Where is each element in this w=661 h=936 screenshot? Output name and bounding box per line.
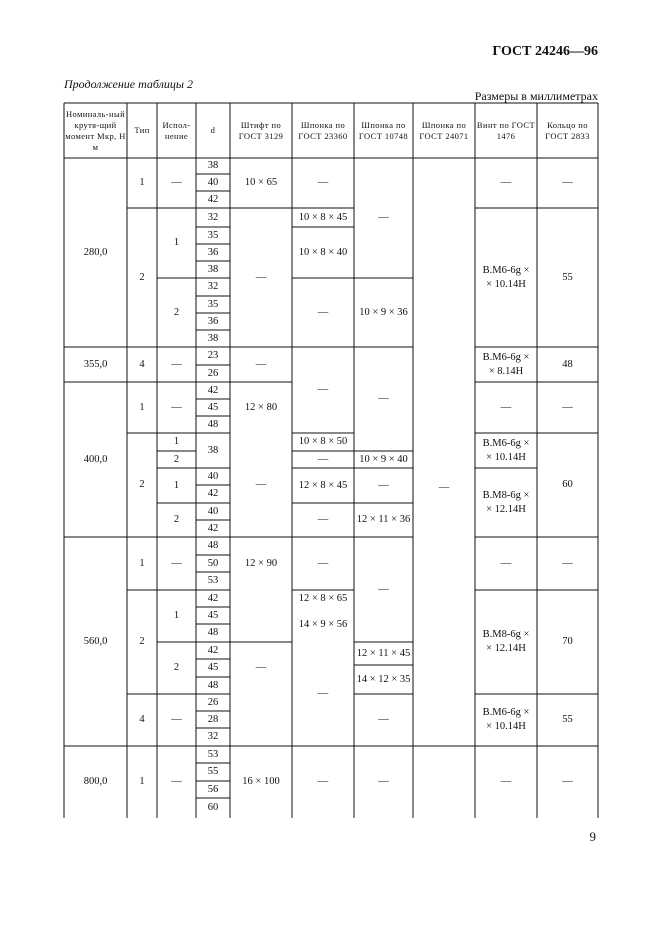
ring-cell: 48: [562, 358, 573, 370]
header-screw: Винт по ГОСТ 1476: [476, 119, 536, 141]
key23360-cell: —: [317, 514, 329, 525]
screw-cell: —: [500, 557, 512, 569]
key10748-cell: 10 × 9 × 40: [359, 453, 408, 465]
d-cell: 53: [207, 748, 219, 760]
d-cell: 42: [207, 488, 219, 499]
pin-cell: 12 × 80: [244, 401, 278, 413]
key10748-cell: 14 × 12 × 35: [356, 673, 411, 685]
key23360-cell: —: [317, 453, 329, 465]
ring-cell: —: [562, 776, 573, 787]
screw-cell: В.М8-6g × × 12.14Н: [482, 489, 530, 515]
execution-cell: —: [171, 177, 182, 188]
execution-cell: 1: [173, 610, 180, 621]
header-pin: Штифт по ГОСТ 3129: [238, 119, 284, 141]
key10748-cell: —: [378, 212, 389, 223]
d-cell: 38: [207, 263, 219, 275]
d-cell: 35: [207, 229, 219, 241]
key23360-cell: —: [317, 384, 329, 395]
screw-cell: —: [500, 177, 512, 188]
d-cell: 48: [207, 679, 219, 691]
key23360-cell: 10 × 8 × 45: [298, 211, 348, 223]
type-cell: 4: [139, 714, 145, 725]
key10748-cell: —: [378, 714, 389, 725]
d-cell: 48: [207, 540, 219, 551]
header-execution: Испол-нение: [162, 119, 191, 141]
ring-cell: 55: [562, 714, 573, 725]
pin-cell: 10 × 65: [244, 177, 278, 188]
pin-cell: 12 × 90: [244, 557, 278, 569]
torque-560: 560,0: [83, 635, 108, 647]
ring-cell: 70: [562, 636, 573, 647]
ring-cell: —: [562, 557, 573, 569]
d-cell: 32: [207, 731, 219, 742]
torque-400: 400,0: [83, 453, 108, 465]
torque-355: 355,0: [83, 358, 108, 370]
type-cell: 1: [139, 177, 145, 188]
d-cell: 28: [207, 713, 219, 725]
pin-cell: —: [255, 479, 267, 490]
execution-cell: 2: [173, 453, 180, 465]
key10748-cell: —: [378, 479, 389, 491]
d-cell: 60: [207, 802, 219, 813]
execution-cell: —: [171, 714, 182, 725]
d-cell: 56: [207, 783, 219, 795]
d-cell: 55: [207, 766, 219, 777]
header-key-10748: Шпонка по ГОСТ 10748: [358, 119, 409, 141]
d-cell: 38: [207, 160, 219, 171]
d-cell: 23: [207, 350, 219, 361]
key23360-cell: —: [317, 306, 329, 318]
type-cell: 1: [139, 401, 145, 413]
execution-cell: 1: [173, 436, 180, 447]
execution-cell: 1: [173, 479, 180, 491]
key23360-cell: 10 × 8 × 40: [298, 246, 348, 258]
d-cell: 36: [207, 246, 219, 258]
d-cell: 42: [207, 522, 219, 534]
screw-cell: В.М6-6g × × 8.14Н: [482, 351, 530, 377]
header-key-24071: Шпонка по ГОСТ 24071: [419, 119, 469, 141]
key10748-cell: 10 × 9 × 36: [359, 306, 408, 318]
type-cell: 2: [139, 271, 145, 283]
screw-cell: В.М6-6g × × 10.14Н: [482, 437, 530, 463]
d-cell: 38: [207, 332, 219, 344]
type-cell: 1: [139, 776, 145, 787]
header-d: d: [210, 125, 216, 135]
d-cell: 48: [207, 418, 219, 430]
ring-cell: —: [562, 401, 573, 413]
d-cell: 53: [207, 575, 219, 586]
pin-cell: —: [255, 271, 267, 283]
d-cell: 36: [207, 315, 219, 327]
key23360-cell: —: [317, 557, 329, 569]
d-cell: 26: [207, 367, 219, 379]
pin-cell: —: [255, 662, 267, 673]
d-cell: 38: [207, 444, 219, 456]
header-ring: Кольцо по ГОСТ 2833: [545, 119, 590, 141]
ring-cell: 60: [562, 479, 573, 490]
d-cell: 50: [207, 557, 219, 569]
screw-cell: —: [500, 401, 512, 413]
execution-cell: —: [171, 557, 182, 569]
d-cell: 42: [207, 592, 219, 604]
key10748-cell: —: [378, 393, 389, 404]
execution-cell: —: [171, 401, 182, 413]
execution-cell: —: [171, 776, 182, 787]
key23360-cell: 10 × 8 × 50: [298, 436, 348, 447]
d-cell: 35: [207, 298, 219, 310]
key23360-cell: —: [317, 177, 329, 188]
key23360-cell: —: [317, 776, 329, 787]
key24071-cell: —: [438, 482, 450, 493]
type-cell: 2: [139, 479, 145, 490]
torque-800: 800,0: [83, 776, 108, 787]
screw-cell: В.М8-6g × × 12.14Н: [482, 629, 530, 654]
key10748-cell: 12 × 11 × 45: [356, 647, 411, 659]
table-caption: Продолжение таблицы 2: [64, 77, 194, 91]
key10748-cell: —: [378, 776, 389, 787]
d-cell: 40: [207, 505, 219, 517]
execution-cell: 2: [173, 662, 180, 673]
key23360-cell: —: [317, 688, 329, 699]
execution-cell: 2: [173, 306, 180, 318]
document-code: ГОСТ 24246—96: [492, 44, 598, 59]
d-cell: 42: [207, 193, 219, 205]
d-cell: 42: [207, 384, 219, 396]
d-cell: 48: [207, 627, 219, 638]
d-cell: 45: [207, 401, 219, 413]
type-cell: 2: [139, 636, 145, 647]
torque-280: 280,0: [83, 246, 108, 258]
screw-cell: В.М6-6g × × 10.14Н: [482, 264, 530, 290]
d-cell: 40: [207, 470, 219, 482]
d-cell: 40: [207, 176, 219, 188]
header-type: Тип: [134, 125, 150, 135]
header-torque: Номиналь-ный крутя-щий момент Мкр, Н м: [65, 108, 126, 152]
d-cell: 45: [207, 662, 219, 673]
d-cell: 32: [207, 211, 219, 223]
type-cell: 4: [139, 358, 145, 370]
units-note: Размеры в миллиметрах: [474, 89, 598, 103]
execution-cell: 2: [173, 514, 180, 525]
key23360-cell: 14 × 9 × 56: [298, 618, 348, 630]
execution-cell: —: [171, 358, 182, 370]
d-cell: 45: [207, 609, 219, 621]
key10748-cell: 12 × 11 × 36: [356, 514, 411, 525]
header-key-23360: Шпонка по ГОСТ 23360: [298, 119, 348, 141]
key23360-cell: 12 × 8 × 45: [298, 479, 348, 491]
page-number: 9: [589, 829, 596, 844]
d-cell: 26: [207, 696, 219, 708]
key10748-cell: —: [378, 583, 389, 595]
pin-cell: —: [255, 358, 267, 370]
screw-cell: —: [500, 776, 512, 787]
pin-cell: 16 × 100: [242, 776, 280, 787]
d-cell: 42: [207, 644, 219, 656]
ring-cell: 55: [562, 271, 573, 283]
ring-cell: —: [562, 177, 573, 188]
screw-cell: В.М6-6g × × 10.14Н: [482, 707, 530, 732]
type-cell: 1: [139, 557, 145, 569]
execution-cell: 1: [173, 237, 180, 248]
d-cell: 32: [207, 281, 219, 292]
key23360-cell: 12 × 8 × 65: [298, 592, 348, 604]
